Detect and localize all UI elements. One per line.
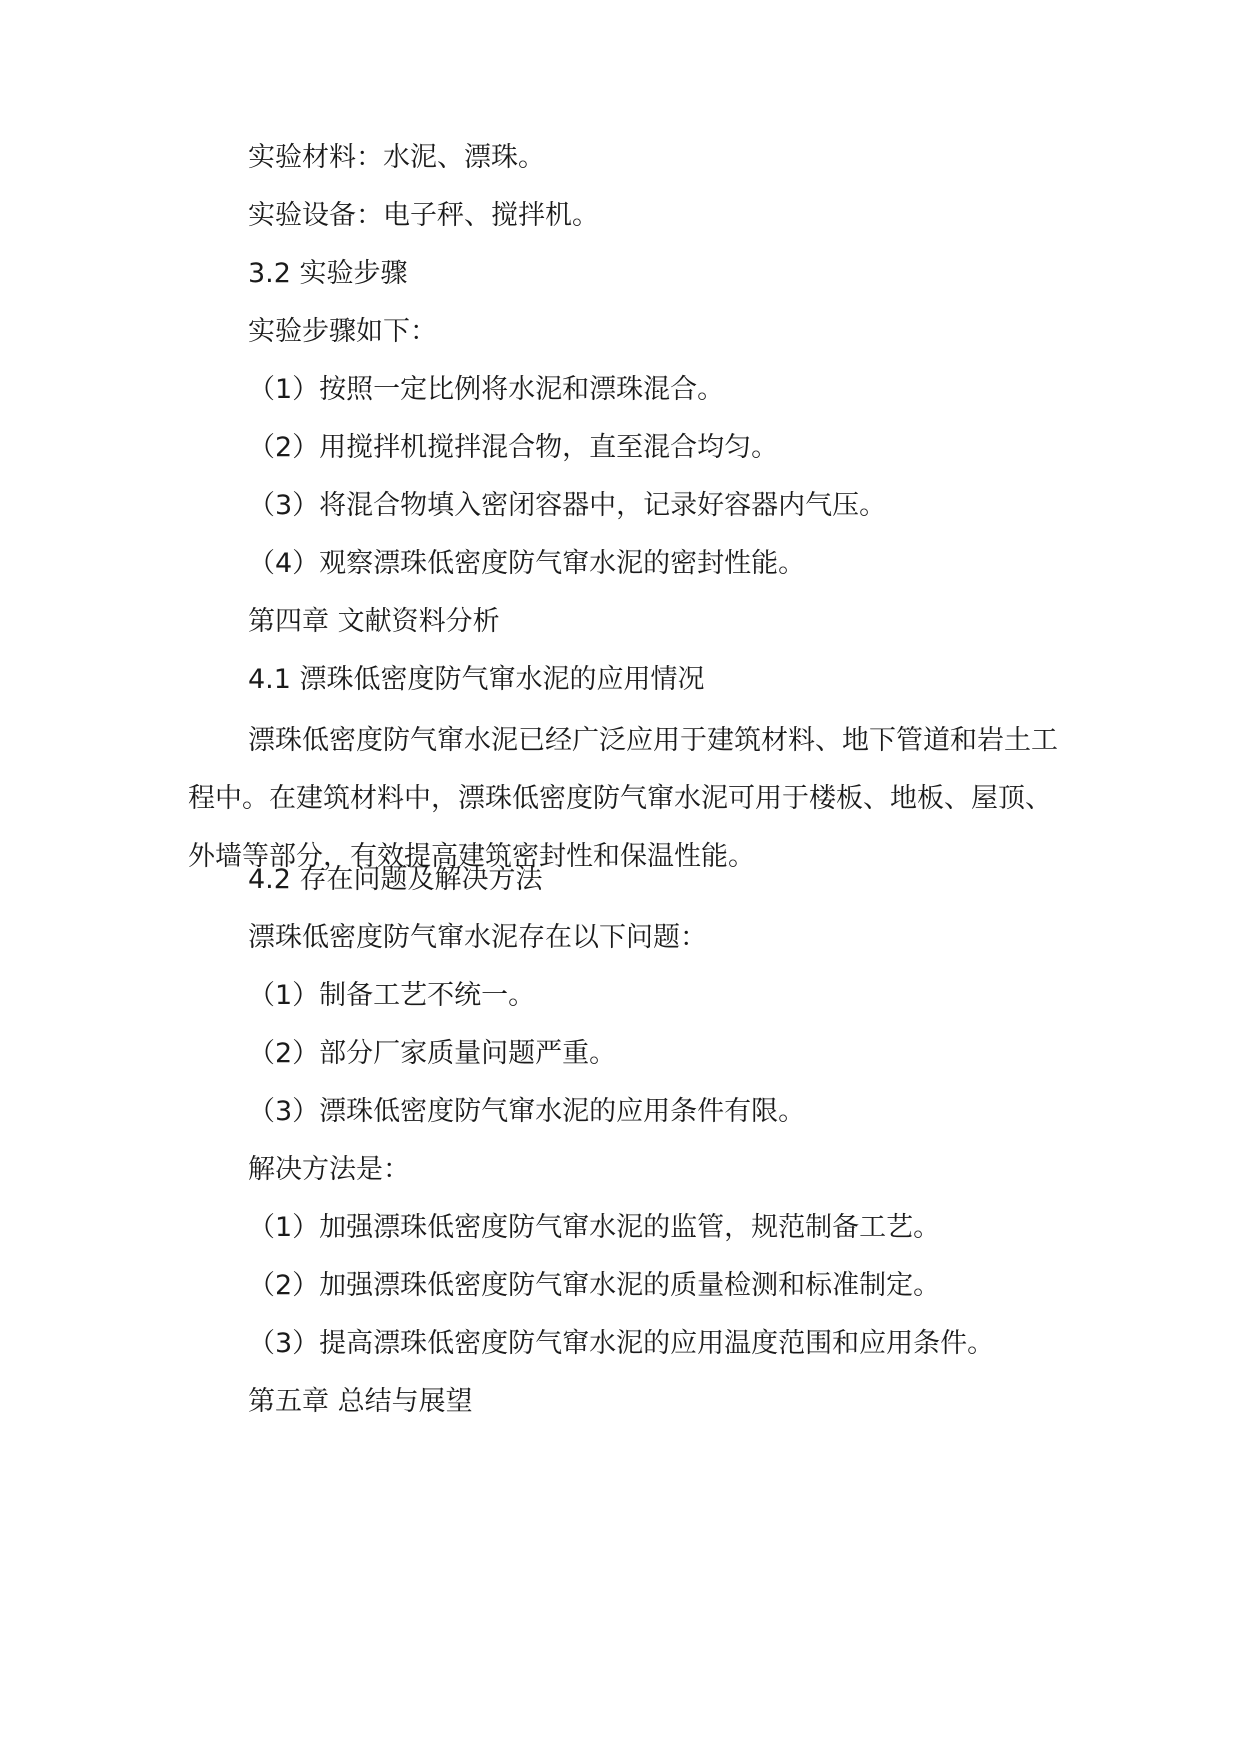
problem-item-1: （1）制备工艺不统一。 [248, 980, 536, 1011]
application-paragraph: 漂珠低密度防气窜水泥已经广泛应用于建筑材料、地下管道和岩土工程中。在建筑材料中，漂珠低密度防气窜水泥可用于楼板、地板、屋顶、外墙等部分，有效提高建筑密封性和保温性能。 [188, 725, 1058, 872]
problem-item-2: （2）部分厂家质量问题严重。 [248, 1038, 617, 1069]
materials-line: 实验材料：水泥、漂珠。 [248, 142, 545, 173]
solution-item-1: （1）加强漂珠低密度防气窜水泥的监管，规范制备工艺。 [248, 1212, 941, 1243]
step-item-2: （2）用搅拌机搅拌混合物，直至混合均匀。 [248, 432, 779, 463]
step-item-4: （4）观察漂珠低密度防气窜水泥的密封性能。 [248, 548, 806, 579]
chapter-heading-4: 第四章 文献资料分析 [248, 606, 500, 637]
steps-intro-line: 实验步骤如下： [248, 316, 437, 347]
step-item-1: （1）按照一定比例将水泥和漂珠混合。 [248, 374, 725, 405]
section-heading-4-1: 4.1 漂珠低密度防气窜水泥的应用情况 [248, 664, 705, 695]
solution-item-3: （3）提高漂珠低密度防气窜水泥的应用温度范围和应用条件。 [248, 1328, 995, 1359]
solution-item-2: （2）加强漂珠低密度防气窜水泥的质量检测和标准制定。 [248, 1270, 941, 1301]
problem-item-3: （3）漂珠低密度防气窜水泥的应用条件有限。 [248, 1096, 806, 1127]
chapter-heading-5: 第五章 总结与展望 [248, 1386, 473, 1417]
section-heading-4-2: 4.2 存在问题及解决方法 [248, 864, 543, 895]
section-heading-3-2: 3.2 实验步骤 [248, 258, 408, 289]
solutions-intro-line: 解决方法是： [248, 1154, 410, 1185]
step-item-3: （3）将混合物填入密闭容器中，记录好容器内气压。 [248, 490, 887, 521]
equipment-line: 实验设备：电子秤、搅拌机。 [248, 200, 599, 231]
problems-intro-line: 漂珠低密度防气窜水泥存在以下问题： [248, 922, 707, 953]
